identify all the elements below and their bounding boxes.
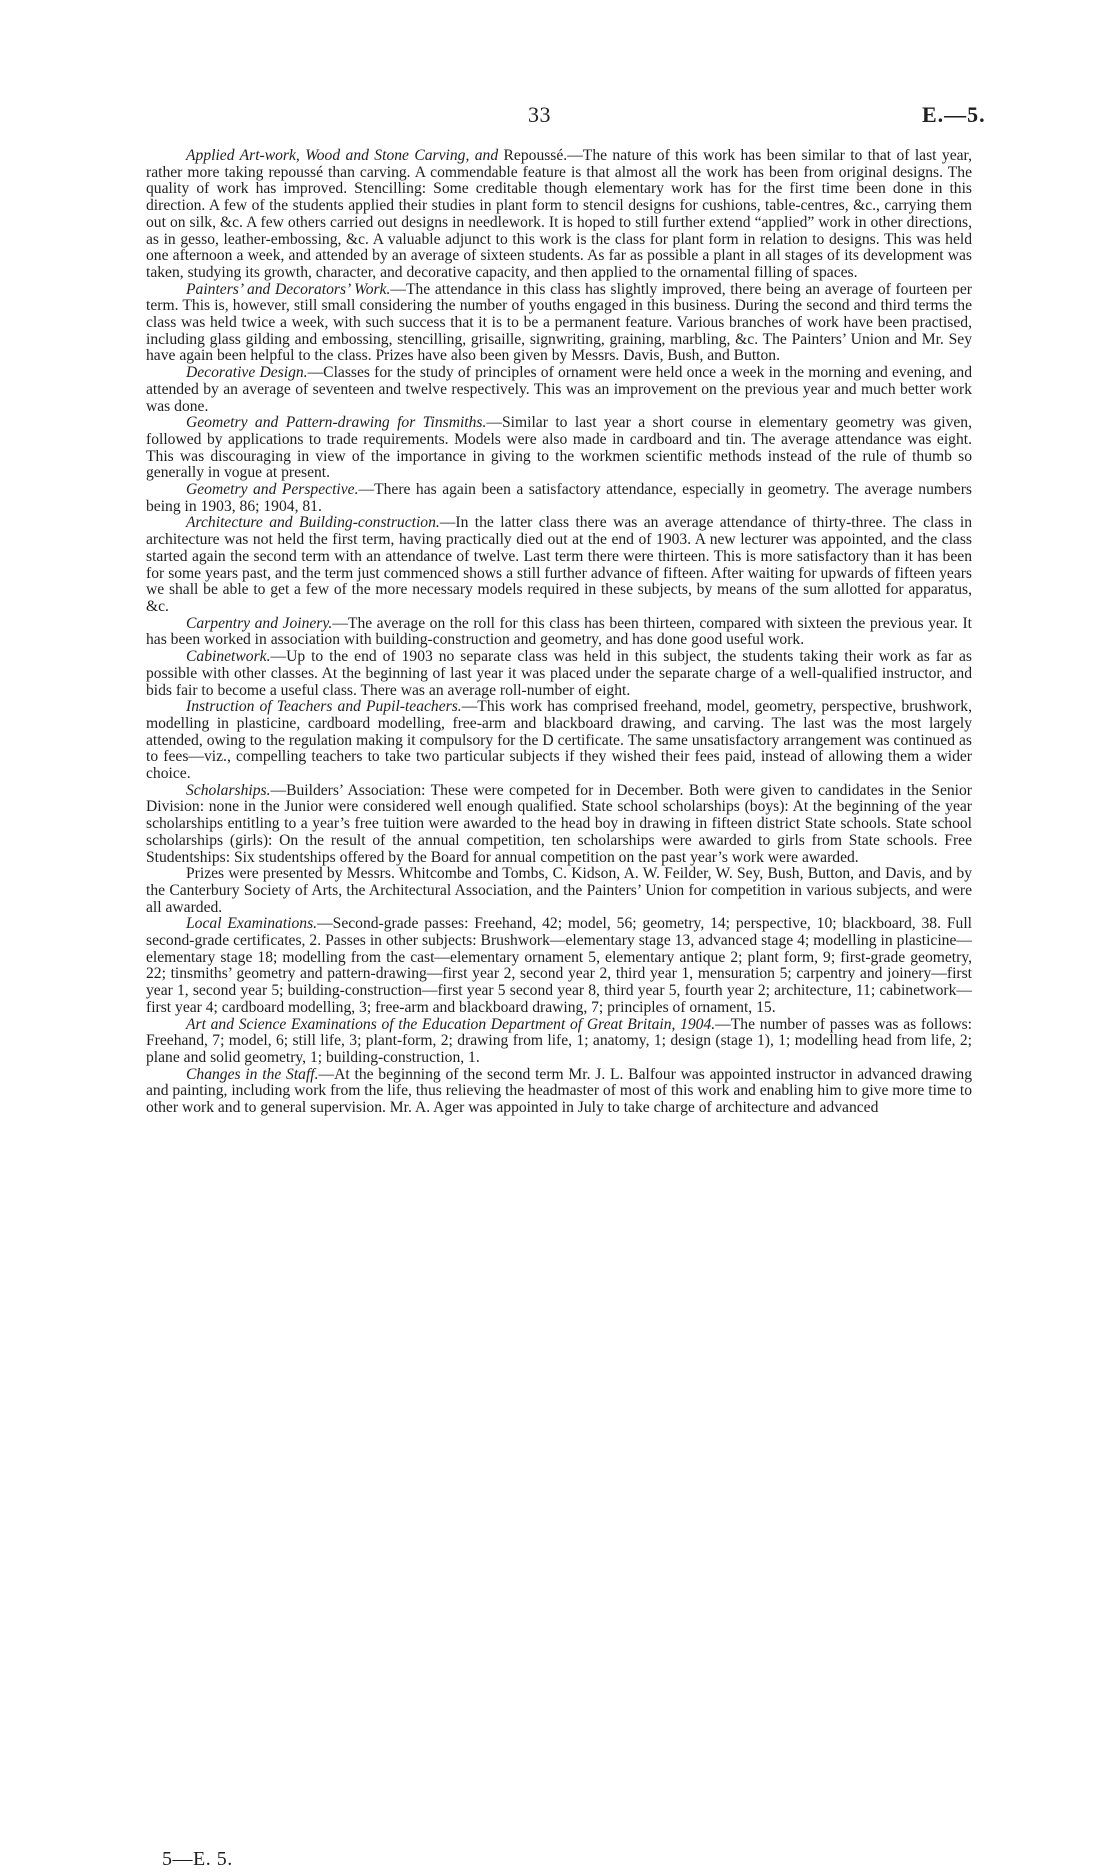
paragraph-heading: Geometry and Perspective. <box>186 481 359 499</box>
paragraph-text: —Similar to last year a short course in elementary geometry was given, followed by applications to trade requirements. Models were also made in cardboard and tin. The average attendance was eight. This was discouraging in view of the importance in giving to the workmen scientific methods instead of the rule of thumb so generally in vogue at present. <box>146 414 973 482</box>
paragraph-prizes <box>146 866 972 916</box>
paragraph-heading: Instruction of Teachers and Pupil-teachers. <box>186 698 462 716</box>
paragraph-text: —Up to the end of 1903 no separate class was held in this subject, the students taking their work as far as possible with other classes. At the beginning of last year it was placed under the separate charge of a well-qualified instructor, and bids fair to become a useful class. There was an average roll-number of eight. <box>146 648 972 699</box>
paragraph-heading: Painters’ and Decorators’ Work. <box>186 280 391 298</box>
paragraph-text: —At the beginning of the second term Mr. J. L. Balfour was appointed instructor in advanced drawing and painting, including work from the life, thus relieving the headmaster of most of this work and enabling him to give more time to other work and to general supervision. Mr. A. Ager was appointed in July to take charge of architecture and advanced <box>146 1065 972 1117</box>
body-text <box>146 148 972 1117</box>
document-code: E.—5. <box>922 102 986 127</box>
paragraph-text: —In the latter class there was an average attendance of thirty-three. The class in architecture was not held the first term, having practically died out at the end of 1903. A new lecturer was appointed, and the class started again the second term with an attendance of twelve. Last term there were thirteen. This is more satisfactory than it has been for some years past, and the term just commenced shows a still further advance of fifteen. After waiting for upwards of fifteen years we shall be able to get a few of the more necessary models required in these subjects, by means of the sum allotted for apparatus, &c. <box>146 514 973 615</box>
paragraph-art-science-examinations <box>146 1017 972 1067</box>
paragraph-heading: Scholarships. <box>186 781 271 799</box>
paragraph-carpentry <box>146 616 972 649</box>
paragraph-instruction-teachers <box>146 699 972 783</box>
paragraph-text: —Second-grade passes: Freehand, 42; model, 56; geometry, 14; perspective, 10; blackboard, 38. Full second-grade certificates, 2. Passes in other subjects: Brushwork—elementary stage 13, advanced stage 4; modelling in plasticine—elementary stage 18; modelling from the cast—elementary ornament 5, elementary antique 2; plant form, 9; first-grade geometry, 22; tinsmiths’ geometry and pattern-drawing—first year 2, second year 2, third year 1, mensuration 5; carpentry and joinery—first year 1, second year 5; building-construction—first year 5 second year 8, third year 5, fourth year 2; architecture, 11; cabinetwork—first year 4; cardboard modelling, 3; free-arm and blackboard drawing, 7; principles of ornament, 15. <box>146 915 973 1016</box>
paragraph-text: —Builders’ Association: These were competed for in December. Both were given to candidates in the Senior Division: none in the Junior were considered well enough qualified. State school scholarships (boys): At the beginning of the year scholarships entitling to a year’s free tuition were awarded to the head boy in drawing in fifteen district State schools. State school scholarships (girls): On the result of the annual competition, ten scholarships were awarded to girls from State schools. Free Studentships: Six studentships offered by the Board for annual competition on the past year’s work were awarded. <box>146 781 972 866</box>
paragraph-text: —The attendance in this class has slightly improved, there being an average of fourteen per term. This is, however, still small considering the number of youths engaged in this business. During the second and third terms the class was held twice a week, with such success that it is to be a permanent feature. Various branches of work have been practised, including glass gilding and embossing, stencilling, grisaille, signwriting, graining, marbling, &c. The Painters’ Union and Mr. Sey have again been helpful to the class. Prizes have also been given by Messrs. Davis, Bush, and Button. <box>146 280 972 365</box>
paragraph-heading: Changes in the Staff. <box>186 1065 319 1083</box>
paragraph-heading: Cabinetwork. <box>186 648 271 666</box>
paragraph-cabinetwork <box>146 649 972 699</box>
paragraph-changes-staff <box>146 1067 972 1117</box>
paragraph-heading: Architecture and Building-construction. <box>186 514 440 532</box>
paragraph-text: Repoussé.—The nature of this work has been similar to that of last year, rather more taking repoussé than carving. A commendable feature is that almost all the work has been from original designs. The quality of work has improved. Stencilling: Some creditable though elementary work has for the first time been done in this direction. A few of the students applied their studies in plant form to stencil designs for cushions, table-centres, &c., carrying them out on silk, &c. A few others carried out designs in needlework. It is hoped to still further extend “applied” work in other directions, as in gesso, leather-embossing, &c. A valuable adjunct to this work is the class for plant form in relation to designs. This was held one afternoon a week, and attended by an average of sixteen students. As far as possible a plant in all stages of its development was taken, studying its growth, character, and decorative capacity, and then applied to the ornamental filling of spaces. <box>146 147 973 281</box>
paragraph-heading: Art and Science Examinations of the Education Department of Great Britain, 1904. <box>186 1015 716 1033</box>
paragraph-heading: Carpentry and Joinery. <box>186 614 333 632</box>
paragraph-local-examinations <box>146 916 972 1016</box>
paragraph-text: —The average on the roll for this class has been thirteen, compared with sixteen the previous year. It has been worked in association with building-construction and geometry, and has done good useful work. <box>146 614 972 649</box>
paragraph-geometry-tinsmiths <box>146 415 972 482</box>
page-header <box>0 102 1114 132</box>
paragraph-heading: Local Examinations. <box>186 915 318 933</box>
paragraph-text: —The number of passes was as follows: Freehand, 7; model, 6; still life, 3; plant-form, 2; drawing from life, 1; anatomy, 1; design (stage 1), 1; modelling head from life, 2; plane and solid geometry, 1; building-construction, 1. <box>146 1015 972 1066</box>
paragraph-applied-art <box>146 148 972 282</box>
paragraph-text: —Classes for the study of principles of ornament were held once a week in the morning and evening, and attended by an average of seventeen and twelve respectively. This was an improvement on the previous year and much better work was done. <box>146 364 972 415</box>
page-number: 33 <box>528 102 551 127</box>
paragraph-heading: Decorative Design. <box>186 364 308 382</box>
paragraph-painters-decorators <box>146 282 972 366</box>
paragraph-text: —This work has comprised freehand, model, geometry, perspective, brushwork, modelling in plasticine, cardboard modelling, free-arm and blackboard drawing, and carving. The last was the most largely attended, owing to the regulation making it compulsory for the D certificate. The same unsatisfactory arrangement was continued as to fees—viz., compelling teachers to take two particular subjects if they wished their fees paid, instead of allowing them a wider choice. <box>146 698 972 783</box>
signature-mark: 5—E. 5. <box>162 1848 233 1870</box>
paragraph-heading: Geometry and Pattern-drawing for Tinsmiths. <box>186 414 487 432</box>
paragraph-text: Prizes were presented by Messrs. Whitcombe and Tombs, C. Kidson, A. W. Feilder, W. Sey, Bush, Button, and Davis, and by the Canterbury Society of Arts, the Architectural Association, and the Painters’ Union for competition in various subjects, and were all awarded. <box>146 865 972 916</box>
paragraph-text: —There has again been a satisfactory attendance, especially in geometry. The average numbers being in 1903, 86; 1904, 81. <box>146 481 972 515</box>
paragraph-decorative-design <box>146 365 972 415</box>
paragraph-architecture <box>146 515 972 615</box>
paragraph-geometry-perspective <box>146 482 972 515</box>
paragraph-scholarships <box>146 783 972 867</box>
paragraph-heading: Applied Art-work, Wood and Stone Carving, and <box>186 147 499 164</box>
